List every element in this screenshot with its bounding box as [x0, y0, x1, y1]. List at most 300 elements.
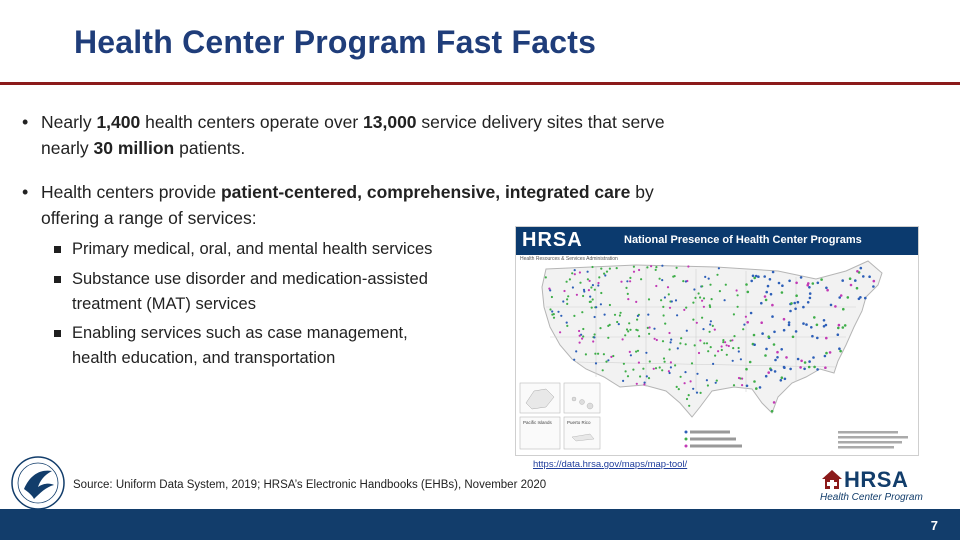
site-marker [774, 370, 777, 373]
site-marker [709, 304, 711, 306]
text-run: Nearly [41, 112, 97, 132]
site-marker [600, 303, 602, 305]
site-marker [686, 398, 688, 400]
site-marker [567, 295, 569, 297]
site-marker [664, 323, 666, 325]
site-marker [838, 347, 841, 350]
site-marker [566, 281, 568, 283]
site-marker [772, 271, 775, 274]
site-marker [781, 291, 784, 294]
map-tool-link[interactable]: https://data.hrsa.gov/maps/map-tool/ [533, 459, 688, 470]
site-marker [600, 292, 602, 294]
site-marker [759, 386, 762, 389]
site-marker [549, 308, 551, 310]
site-marker [618, 323, 620, 325]
site-marker [844, 324, 847, 327]
site-marker [566, 325, 568, 327]
site-marker [730, 340, 732, 342]
site-marker [726, 344, 728, 346]
site-marker [686, 330, 688, 332]
site-marker [589, 296, 591, 298]
site-marker [646, 266, 648, 268]
map-notes [838, 431, 908, 449]
site-marker [582, 295, 584, 297]
site-marker [620, 312, 622, 314]
site-marker [574, 269, 576, 271]
site-marker [606, 271, 608, 273]
site-marker [670, 339, 672, 341]
sub-bullet-text: Substance use disorder and medication-assisted [72, 270, 428, 288]
sub-bullet-text: treatment (MAT) services [72, 295, 256, 313]
site-marker [582, 328, 584, 330]
site-marker [691, 362, 693, 364]
site-marker [663, 357, 665, 359]
site-marker [765, 348, 768, 351]
site-marker [559, 331, 561, 333]
bold-text-run: 30 million [93, 138, 175, 158]
site-marker [603, 273, 605, 275]
site-marker [597, 353, 599, 355]
site-marker [795, 282, 798, 285]
site-marker [714, 329, 716, 331]
site-marker [609, 324, 611, 326]
site-marker [825, 337, 828, 340]
site-marker [755, 387, 758, 390]
site-marker [842, 308, 845, 311]
site-marker [696, 322, 698, 324]
site-marker [764, 295, 767, 298]
hrsa-brand-name: HRSA [844, 467, 909, 492]
site-marker [607, 337, 609, 339]
pacific-islands-label: Pacific Islands [523, 420, 552, 425]
site-marker [740, 358, 742, 360]
site-marker [571, 272, 573, 274]
site-marker [636, 383, 638, 385]
site-marker [579, 282, 581, 284]
site-marker [635, 301, 637, 303]
site-marker [685, 343, 687, 345]
site-marker [545, 276, 547, 278]
site-marker [698, 352, 700, 354]
site-marker [788, 324, 791, 327]
site-marker [800, 276, 803, 279]
site-marker [594, 316, 596, 318]
site-marker [639, 375, 641, 377]
site-marker [773, 343, 776, 346]
site-marker [635, 351, 637, 353]
site-marker [669, 307, 671, 309]
site-marker [794, 308, 797, 311]
bullet-dot-icon: • [22, 182, 29, 202]
site-marker [847, 296, 850, 299]
bullet-text-1 [41, 109, 771, 161]
site-marker [626, 328, 628, 330]
site-marker [638, 362, 640, 364]
site-marker [591, 266, 593, 268]
site-marker [612, 355, 614, 357]
site-marker [600, 268, 602, 270]
site-marker [825, 287, 828, 290]
site-marker [687, 265, 689, 267]
site-marker [669, 372, 671, 374]
site-marker [719, 290, 721, 292]
site-marker [573, 315, 575, 317]
site-marker [718, 267, 720, 269]
site-marker [765, 375, 768, 378]
site-marker [627, 298, 629, 300]
site-marker [629, 329, 631, 331]
site-marker [645, 352, 647, 354]
site-marker [583, 290, 585, 292]
site-marker [809, 297, 812, 300]
site-marker [817, 282, 820, 285]
source-citation: Source: Uniform Data System, 2019; HRSA’s Electronic Handbooks (EHBs), November 2020 [73, 479, 547, 491]
site-marker [629, 351, 631, 353]
site-marker [808, 360, 811, 363]
site-marker [590, 286, 592, 288]
site-marker [742, 328, 744, 330]
site-marker [633, 271, 635, 273]
site-marker [813, 366, 816, 369]
site-marker [813, 316, 816, 319]
site-marker [594, 353, 596, 355]
hawaii-inset [564, 383, 600, 413]
site-marker [655, 285, 657, 287]
site-marker [837, 333, 840, 336]
us-map-graphic [516, 227, 918, 455]
site-marker [816, 324, 819, 327]
site-marker [709, 331, 711, 333]
site-marker [646, 375, 648, 377]
site-marker [789, 368, 792, 371]
site-marker [579, 271, 581, 273]
site-marker [823, 319, 826, 322]
site-marker [704, 276, 706, 278]
site-marker [722, 339, 724, 341]
site-marker [660, 299, 662, 301]
site-marker [816, 368, 819, 371]
site-marker [765, 299, 768, 302]
site-marker [562, 300, 564, 302]
site-marker [770, 293, 773, 296]
site-marker [637, 350, 639, 352]
site-marker [712, 325, 714, 327]
site-marker [628, 322, 630, 324]
site-marker [753, 380, 756, 383]
site-marker [629, 280, 631, 282]
site-marker [655, 367, 657, 369]
site-marker [781, 376, 784, 379]
text-run: Health centers provide [41, 182, 221, 202]
site-marker [767, 371, 770, 374]
site-marker [642, 368, 644, 370]
site-marker [626, 280, 628, 282]
site-marker [638, 335, 640, 337]
site-marker [797, 358, 800, 361]
site-marker [693, 288, 695, 290]
site-marker [664, 296, 666, 298]
site-marker [753, 277, 756, 280]
site-marker [733, 335, 735, 337]
site-marker [710, 320, 712, 322]
site-marker [816, 337, 819, 340]
site-marker [633, 266, 635, 268]
site-marker [769, 278, 772, 281]
site-marker [707, 350, 709, 352]
site-marker [709, 284, 711, 286]
site-marker [585, 353, 587, 355]
site-marker [824, 355, 827, 358]
site-marker [674, 364, 676, 366]
site-marker [733, 313, 735, 315]
site-marker [578, 330, 580, 332]
site-marker [696, 392, 698, 394]
site-marker [676, 314, 678, 316]
site-marker [830, 304, 833, 307]
site-marker [696, 373, 698, 375]
site-marker [859, 296, 862, 299]
site-marker [784, 378, 787, 381]
site-marker [826, 289, 829, 292]
site-marker [640, 278, 642, 280]
site-marker [710, 346, 712, 348]
site-marker [780, 379, 783, 382]
site-marker [765, 291, 768, 294]
site-marker [579, 342, 581, 344]
site-marker [595, 306, 597, 308]
site-marker [753, 334, 756, 337]
site-marker [749, 361, 752, 364]
site-marker [850, 284, 853, 287]
site-marker [728, 345, 730, 347]
site-marker [701, 300, 703, 302]
site-marker [622, 338, 624, 340]
site-marker [746, 385, 749, 388]
site-marker [803, 368, 806, 371]
site-marker [703, 297, 705, 299]
site-marker [726, 354, 728, 356]
site-marker [763, 275, 766, 278]
site-marker [594, 333, 596, 335]
site-marker [667, 286, 669, 288]
site-marker [771, 315, 774, 318]
site-marker [597, 282, 599, 284]
site-marker [676, 386, 678, 388]
site-marker [780, 348, 783, 351]
site-marker [616, 321, 618, 323]
site-marker [548, 288, 550, 290]
site-marker [860, 267, 863, 270]
site-marker [732, 360, 734, 362]
site-marker [680, 337, 682, 339]
site-marker [603, 353, 605, 355]
site-marker [747, 291, 750, 294]
site-marker [856, 287, 859, 290]
site-marker [670, 341, 672, 343]
site-marker [838, 324, 841, 327]
site-marker [709, 323, 711, 325]
site-marker [553, 313, 555, 315]
site-marker [622, 380, 624, 382]
site-marker [703, 306, 705, 308]
site-marker [649, 360, 651, 362]
site-marker [636, 319, 638, 321]
site-marker [790, 302, 793, 305]
site-marker [776, 356, 779, 359]
site-marker [638, 269, 640, 271]
map-agency-label: Health Resources & Services Administration [520, 256, 618, 262]
site-marker [737, 294, 739, 296]
site-marker [566, 298, 568, 300]
site-marker [706, 379, 708, 381]
site-marker [676, 267, 678, 269]
site-marker [677, 347, 679, 349]
site-marker [648, 333, 650, 335]
site-marker [592, 340, 594, 342]
health-center-map-image [515, 226, 919, 456]
bold-text-run: 1,400 [96, 112, 141, 132]
bullet-dot-icon: • [22, 112, 29, 132]
site-marker [778, 282, 781, 285]
site-marker [701, 317, 703, 319]
site-marker [802, 322, 805, 325]
site-marker [743, 324, 745, 326]
page-number: 7 [930, 518, 938, 533]
site-marker [789, 310, 792, 313]
hrsa-brand-tagline: Health Center Program [820, 492, 923, 503]
site-marker [569, 278, 571, 280]
site-marker [812, 356, 815, 359]
site-marker [738, 377, 740, 379]
text-run: health centers operate over [140, 112, 364, 132]
site-marker [738, 350, 740, 352]
site-marker [625, 370, 627, 372]
site-marker [572, 286, 574, 288]
site-marker [653, 368, 655, 370]
site-marker [810, 326, 813, 329]
site-marker [849, 277, 852, 280]
site-marker [678, 388, 680, 390]
site-marker [840, 294, 843, 297]
site-marker [767, 335, 770, 338]
site-marker [599, 327, 601, 329]
site-marker [581, 311, 583, 313]
site-marker [592, 284, 594, 286]
site-marker [557, 311, 559, 313]
site-marker [708, 278, 710, 280]
site-marker [627, 330, 629, 332]
site-marker [767, 285, 770, 288]
title-divider [0, 82, 960, 85]
site-marker [799, 366, 802, 369]
site-marker [792, 336, 795, 339]
site-marker [602, 369, 604, 371]
footer-bar [0, 509, 960, 540]
site-marker [671, 300, 673, 302]
site-marker [808, 366, 811, 369]
site-marker [566, 322, 568, 324]
site-marker [771, 304, 774, 307]
site-marker [661, 369, 663, 371]
site-marker [745, 283, 748, 286]
site-marker [575, 350, 577, 352]
site-marker [589, 280, 591, 282]
site-marker [680, 376, 682, 378]
site-marker [576, 294, 578, 296]
site-marker [692, 302, 694, 304]
site-marker [788, 280, 791, 283]
site-marker [675, 299, 677, 301]
site-marker [714, 355, 716, 357]
site-marker [746, 321, 749, 324]
text-run: patients. [174, 138, 246, 158]
site-marker [670, 361, 672, 363]
text-run: service delivery sites that serve [416, 112, 665, 132]
site-marker [824, 366, 827, 369]
site-marker [807, 301, 810, 304]
site-marker [750, 312, 753, 315]
site-marker [655, 266, 657, 268]
site-marker [551, 296, 553, 298]
site-marker [685, 280, 687, 282]
site-marker [760, 302, 763, 305]
site-marker [724, 341, 726, 343]
site-marker [694, 297, 696, 299]
puerto-rico-label: Puerto Rico [567, 420, 591, 425]
site-marker [616, 267, 618, 269]
site-marker [781, 284, 784, 287]
site-marker [629, 277, 631, 279]
map-title: National Presence of Health Center Programs [624, 234, 862, 246]
site-marker [854, 279, 857, 282]
site-marker [706, 342, 708, 344]
site-marker [643, 383, 645, 385]
site-marker [553, 317, 555, 319]
site-marker [711, 298, 713, 300]
site-marker [683, 309, 685, 311]
site-marker [591, 307, 593, 309]
site-marker [738, 347, 740, 349]
site-marker [721, 345, 723, 347]
house-icon [820, 467, 844, 491]
hhs-seal-logo [10, 455, 66, 511]
site-marker [609, 304, 611, 306]
site-marker [653, 328, 655, 330]
site-marker [662, 340, 664, 342]
site-marker [703, 342, 705, 344]
site-marker [806, 284, 809, 287]
site-marker [805, 323, 808, 326]
site-marker [684, 382, 686, 384]
site-marker [761, 332, 764, 335]
site-marker [619, 314, 621, 316]
site-marker [598, 276, 600, 278]
site-marker [736, 289, 738, 291]
site-marker [688, 405, 690, 407]
site-marker [804, 361, 807, 364]
site-marker [627, 293, 629, 295]
site-marker [773, 331, 776, 334]
site-marker [632, 369, 634, 371]
site-marker [732, 347, 734, 349]
site-marker [592, 298, 594, 300]
square-bullet-icon [54, 246, 61, 253]
site-marker [682, 280, 684, 282]
site-marker [808, 286, 811, 289]
site-marker [694, 344, 696, 346]
site-marker [625, 287, 627, 289]
site-marker [685, 307, 687, 309]
